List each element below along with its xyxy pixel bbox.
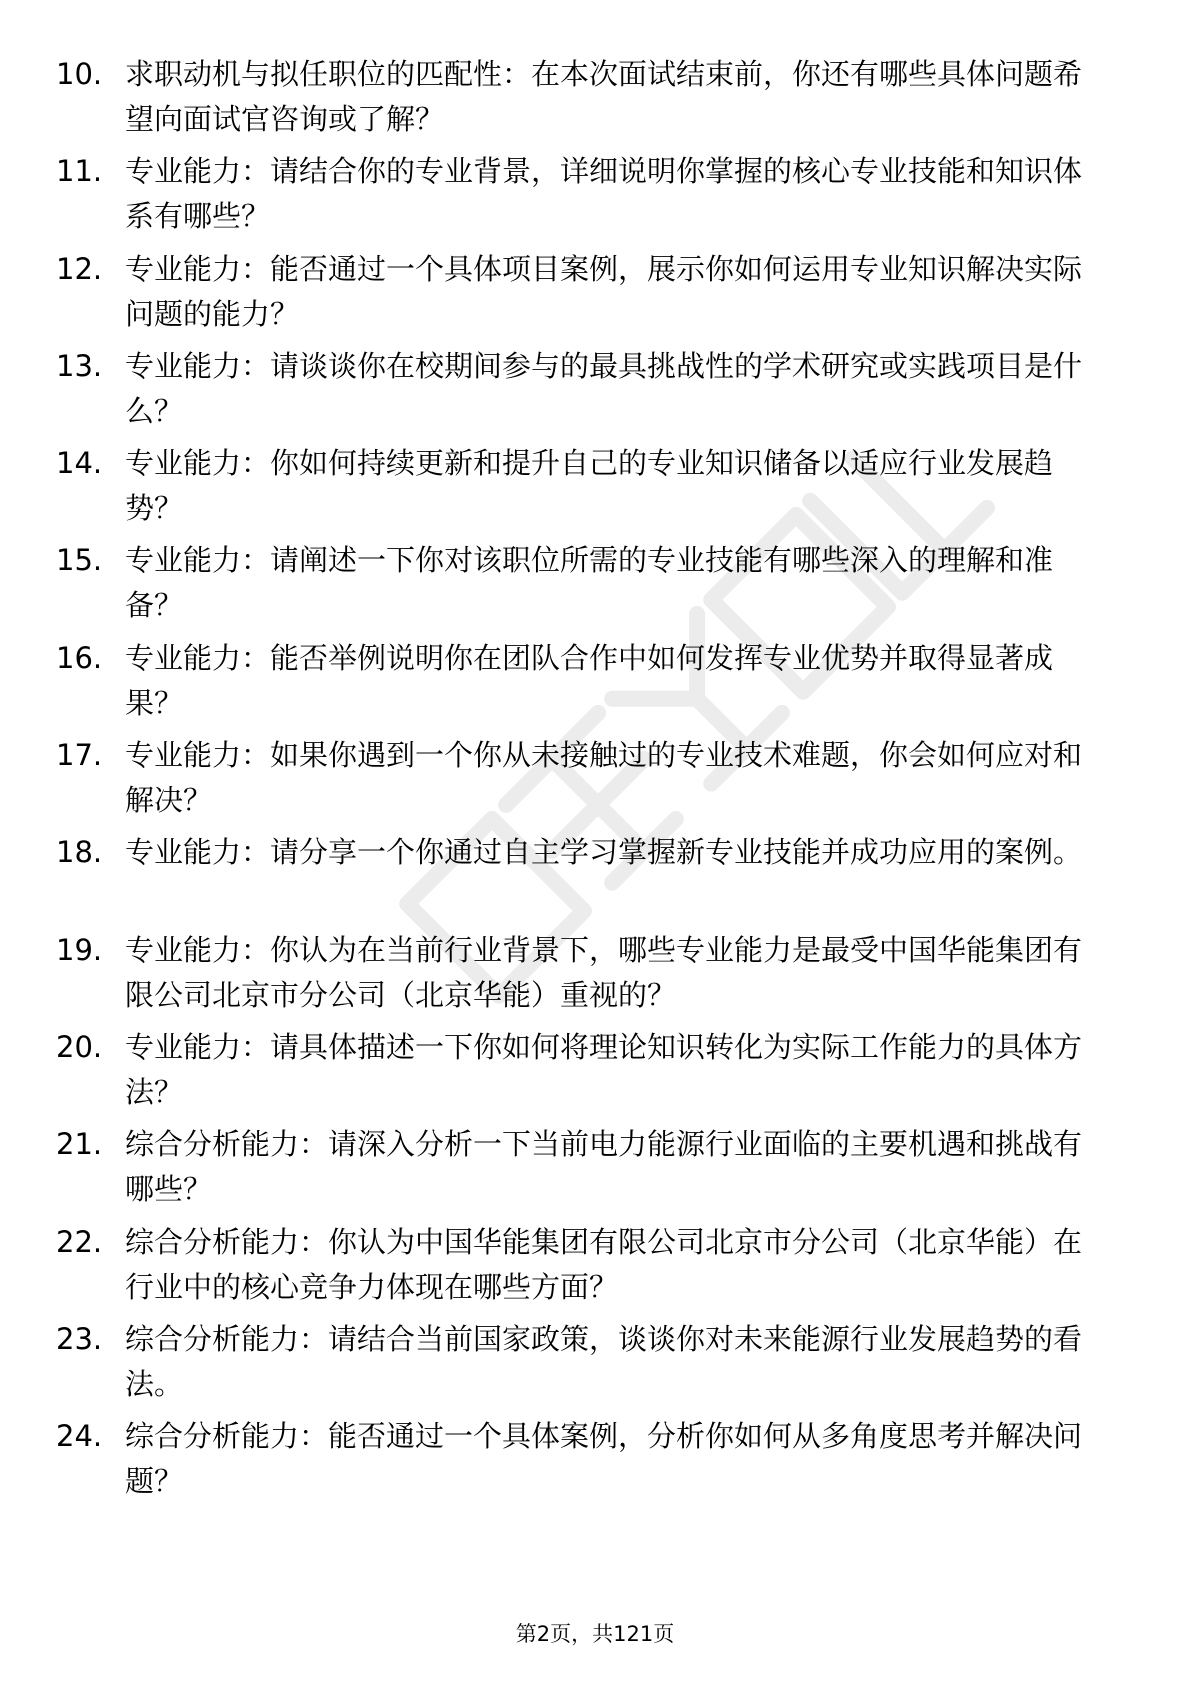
question-text: 专业能力：能否通过一个具体项目案例，展示你如何运用专业知识解决实际问题的能力？ (125, 251, 1083, 331)
question-item (0, 538, 1190, 635)
question-text: 专业能力：请阐述一下你对该职位所需的专业技能有哪些深入的理解和准备？ (125, 543, 1054, 623)
question-item (0, 344, 1190, 441)
question-text: 综合分析能力：能否通过一个具体案例，分析你如何从多角度思考并解决问题？ (125, 1419, 1083, 1499)
question-item (0, 149, 1190, 246)
question-number: 15. (56, 543, 103, 578)
question-number: 19. (56, 932, 103, 967)
question-number: 24. (56, 1419, 103, 1454)
question-number: 11. (56, 154, 103, 189)
question-number: 20. (56, 1029, 103, 1064)
question-text: 专业能力：如果你遇到一个你从未接触过的专业技术难题，你会如何应对和解决？ (125, 738, 1083, 818)
question-item (0, 636, 1190, 733)
question-number: 12. (56, 251, 103, 286)
question-item (0, 928, 1190, 1025)
question-number: 18. (56, 835, 103, 870)
question-text: 专业能力：请分享一个你通过自主学习掌握新专业技能并成功应用的案例。 (125, 835, 1083, 870)
question-text: 综合分析能力：请深入分析一下当前电力能源行业面临的主要机遇和挑战有哪些？ (125, 1127, 1083, 1207)
question-item (0, 441, 1190, 538)
question-text: 专业能力：你如何持续更新和提升自己的专业知识储备以适应行业发展趋势？ (125, 446, 1054, 526)
question-item (0, 1317, 1190, 1414)
question-text: 专业能力：请谈谈你在校期间参与的最具挑战性的学术研究或实践项目是什么？ (125, 348, 1083, 428)
question-item (0, 1122, 1190, 1219)
question-item (0, 1414, 1190, 1511)
question-text: 综合分析能力：请结合当前国家政策，谈谈你对未来能源行业发展趋势的看法。 (125, 1321, 1083, 1401)
question-text: 专业能力：请具体描述一下你如何将理论知识转化为实际工作能力的具体方法？ (125, 1029, 1083, 1109)
question-text: 专业能力：能否举例说明你在团队合作中如何发挥专业优势并取得显著成果？ (125, 640, 1054, 720)
question-number: 23. (56, 1321, 103, 1356)
question-number: 22. (56, 1224, 103, 1259)
question-item (0, 247, 1190, 344)
question-text: 综合分析能力：你认为中国华能集团有限公司北京市分公司（北京华能）在行业中的核心竞争力体现在哪些方面？ (125, 1224, 1083, 1304)
question-list (0, 52, 1190, 1511)
question-number: 14. (56, 446, 103, 481)
question-item (0, 1220, 1190, 1317)
page-footer: 第2页，共121页 (515, 1622, 675, 1646)
question-item (0, 830, 1190, 927)
question-number: 10. (56, 57, 103, 91)
question-number: 13. (56, 348, 103, 383)
question-text: 专业能力：请结合你的专业背景，详细说明你掌握的核心专业技能和知识体系有哪些？ (125, 154, 1083, 234)
question-item (0, 52, 1190, 149)
question-number: 16. (56, 640, 103, 675)
question-number: 21. (56, 1127, 103, 1162)
question-number: 17. (56, 738, 103, 773)
question-item (0, 1025, 1190, 1122)
question-item (0, 733, 1190, 830)
question-text: 求职动机与拟任职位的匹配性：在本次面试结束前，你还有哪些具体问题希望向面试官咨询或了解？ (125, 57, 1083, 136)
question-text: 专业能力：你认为在当前行业背景下，哪些专业能力是最受中国华能集团有限公司北京市分公司（北京华能）重视的？ (125, 932, 1083, 1012)
